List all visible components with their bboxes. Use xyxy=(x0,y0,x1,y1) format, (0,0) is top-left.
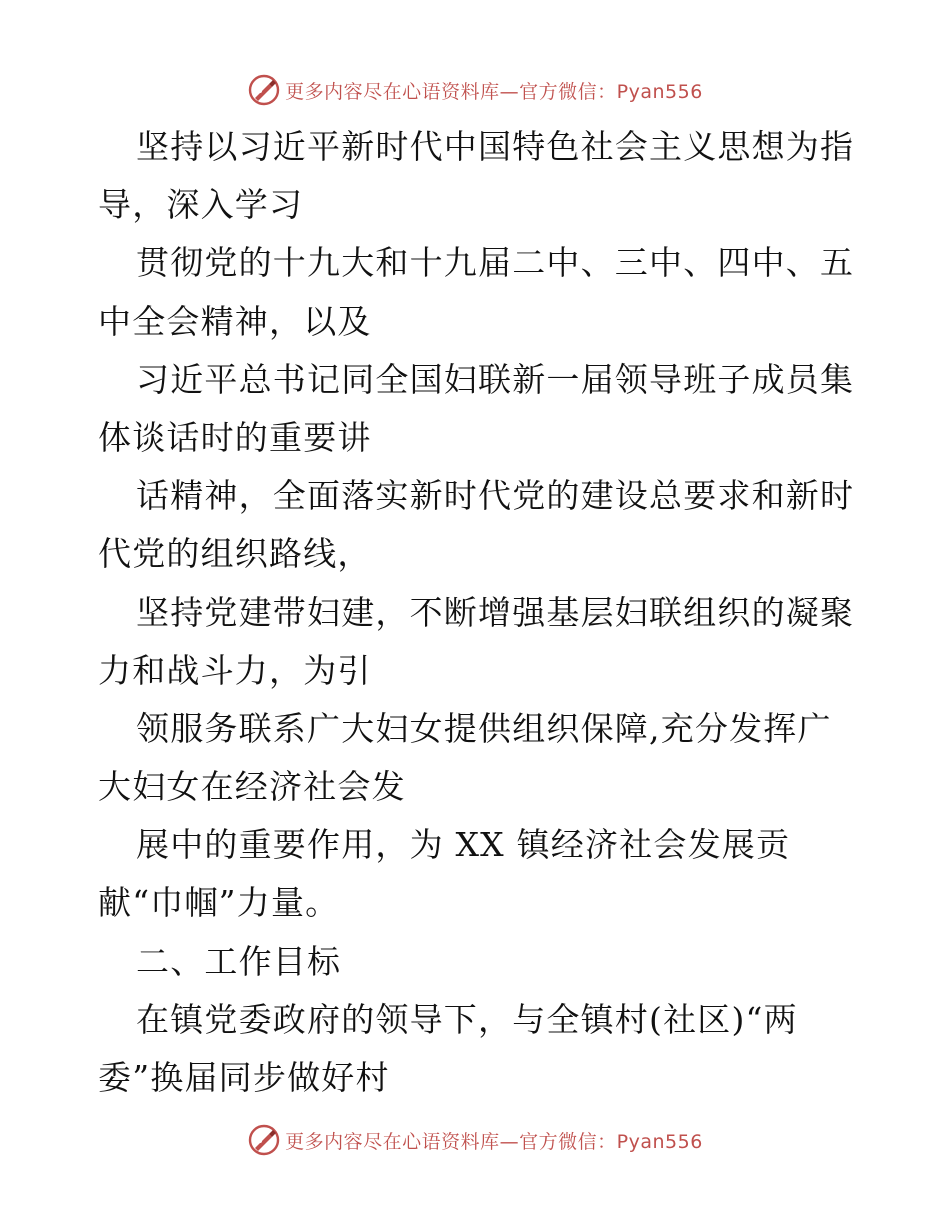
paragraph-line: 代党的组织路线， xyxy=(98,534,372,574)
footer-watermark-banner xyxy=(0,1120,950,1160)
paragraph-line: 贯彻党的十九大和十九届二中、三中、四中、五 xyxy=(136,243,855,283)
section-heading: 二、工作目标 xyxy=(136,941,342,981)
paragraph-line: 献“巾帼”力量。 xyxy=(98,883,340,923)
pen-logo-icon xyxy=(247,1123,281,1157)
paragraph-line: 坚持党建带妇建，不断增强基层妇联组织的凝聚 xyxy=(136,592,855,632)
paragraph-line: 力和战斗力，为引 xyxy=(98,650,372,690)
paragraph-line: 话精神，全面落实新时代党的建设总要求和新时 xyxy=(136,476,855,516)
paragraph-line: 大妇女在经济社会发 xyxy=(98,767,406,807)
header-watermark-banner xyxy=(0,70,950,110)
paragraph-line: 展中的重要作用，为 XX 镇经济社会发展贡 xyxy=(136,825,791,865)
paragraph-line: 体谈话时的重要讲 xyxy=(98,417,372,457)
footer-banner-text: 更多内容尽在心语资料库—官方微信：Pyan556 xyxy=(285,1130,703,1153)
paragraph-line: 导，深入学习 xyxy=(98,185,304,225)
paragraph-line: 领服务联系广大妇女提供组织保障,充分发挥广 xyxy=(136,708,832,748)
paragraph-line: 坚持以习近平新时代中国特色社会主义思想为指 xyxy=(136,127,855,166)
header-banner-text: 更多内容尽在心语资料库—官方微信：Pyan556 xyxy=(285,80,703,103)
pen-logo-icon xyxy=(247,73,281,107)
paragraph-line: 习近平总书记同全国妇联新一届领导班子成员集 xyxy=(136,359,855,399)
paragraph-line: 在镇党委政府的领导下，与全镇村(社区)“两 xyxy=(136,999,798,1039)
paragraph-line: 委”换届同步做好村 xyxy=(98,1058,390,1097)
paragraph-line: 中全会精神，以及 xyxy=(98,301,372,341)
document-body xyxy=(98,118,858,1107)
